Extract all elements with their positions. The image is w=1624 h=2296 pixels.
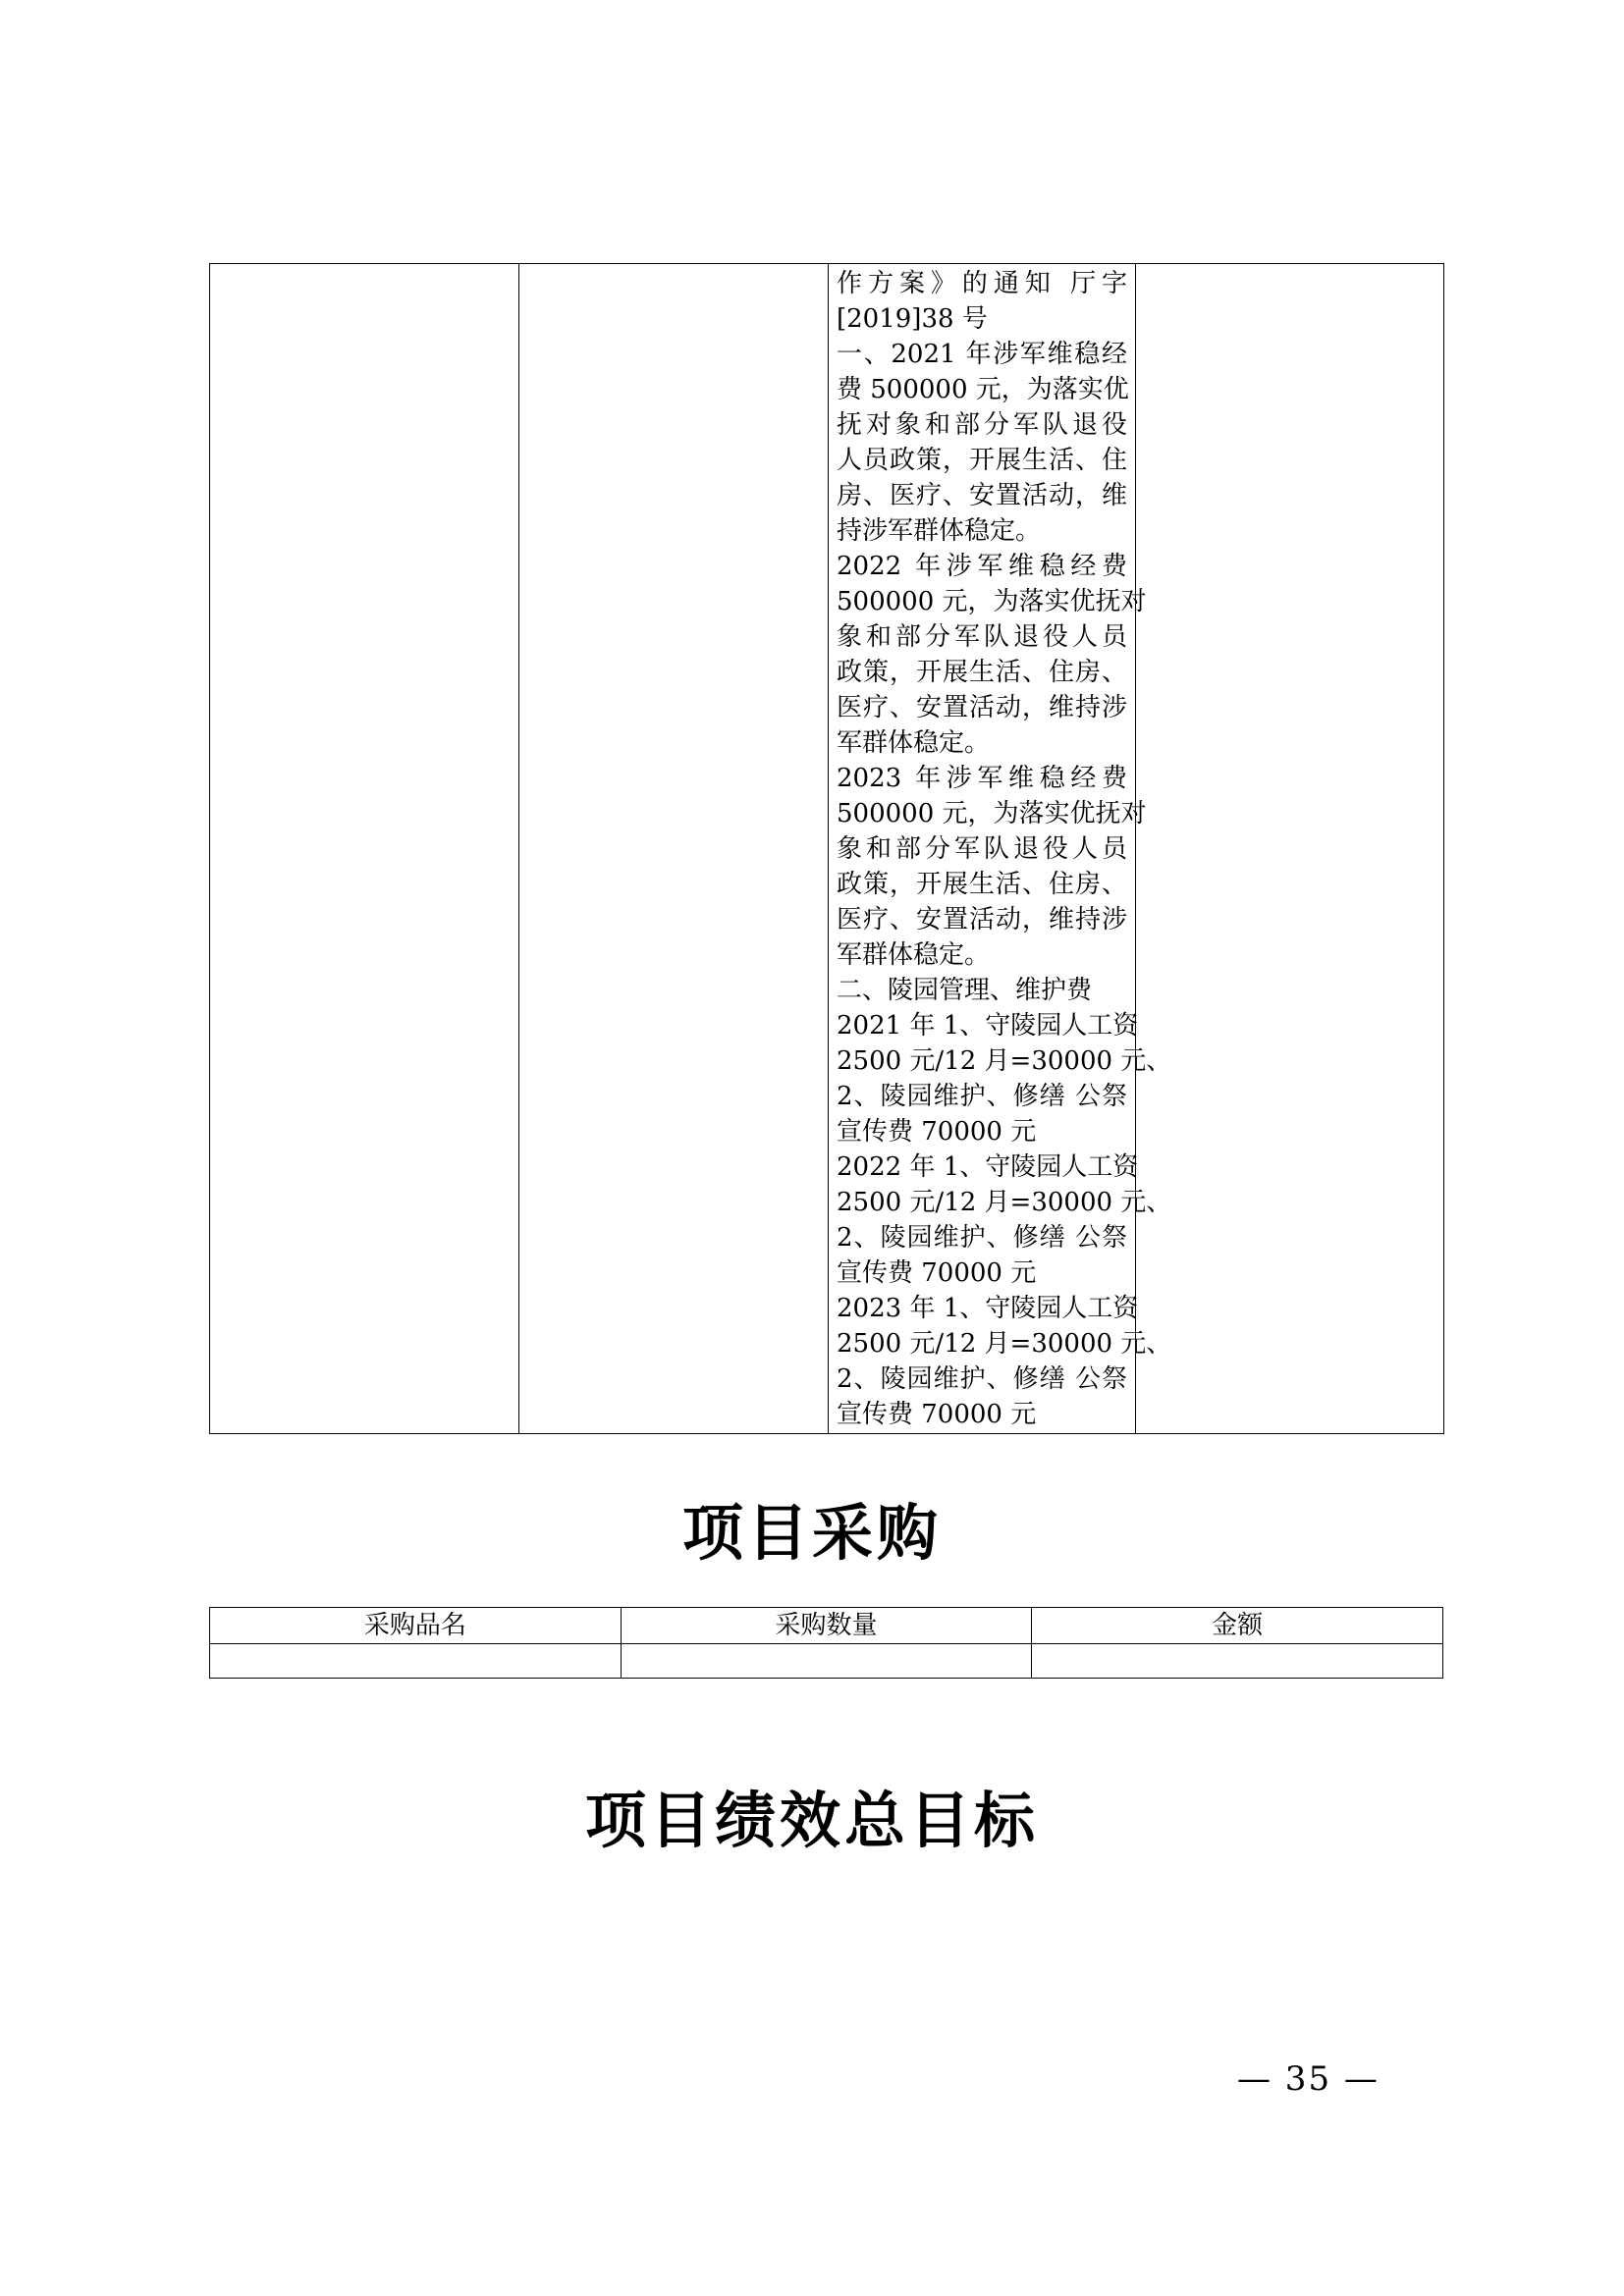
cell-text-line: 持涉军群体稳定。 <box>837 516 1042 546</box>
cell-text-block <box>829 264 1172 1432</box>
header-quantity: 采购数量 <box>621 1608 1032 1644</box>
procurement-heading: 项目采购 <box>681 1497 942 1569</box>
cell-quantity <box>621 1644 1032 1679</box>
cell-text-line: 象和部分军队退役人员 <box>837 622 1127 652</box>
cell-text-line: 抚对象和部分军队退役 <box>837 410 1127 440</box>
cell-text-line: 宣传费 70000 元 <box>837 1400 1037 1429</box>
cell-text-line: 政策，开展生活、住房、 <box>837 870 1127 899</box>
cell-text-line: 军群体稳定。 <box>837 940 991 970</box>
page-number: — 35 — <box>1237 2059 1380 2099</box>
cell-text-line: 费 500000 元，为落实优 <box>837 375 1129 404</box>
cell-text-line: 2、陵园维护、修缮 公祭 <box>837 1223 1127 1253</box>
cell-text-line: 宣传费 70000 元 <box>837 1117 1037 1147</box>
cell-item-name <box>210 1644 622 1679</box>
cell-text-line: 500000 元，为落实优抚对 <box>837 587 1147 616</box>
cell-text-line: 政策，开展生活、住房、 <box>837 658 1127 687</box>
cell-text-line: 2023 年 1、守陵园人工资 <box>837 1294 1139 1323</box>
cell-text-line: 2500 元/12 月=30000 元、 <box>837 1046 1172 1076</box>
cell-text-line: 作方案》的通知 厅字 <box>837 269 1127 298</box>
cell-text-line: 人员政策，开展生活、住 <box>837 446 1127 475</box>
cell-amount <box>1032 1644 1443 1679</box>
cell-text-line: 500000 元，为落实优抚对 <box>837 799 1147 828</box>
cell-text-line: 2、陵园维护、修缮 公祭 <box>837 1082 1127 1111</box>
header-amount: 金额 <box>1032 1608 1443 1644</box>
table-row <box>210 1644 1443 1679</box>
header-item-name: 采购品名 <box>210 1608 622 1644</box>
procurement-table <box>209 1607 1443 1679</box>
project-basis-table <box>209 263 1444 1434</box>
cell-text-line: 2021 年 1、守陵园人工资 <box>837 1011 1139 1041</box>
cell-text-line: 二、陵园管理、维护费 <box>837 976 1093 1005</box>
cell-text-line: 2500 元/12 月=30000 元、 <box>837 1188 1172 1217</box>
table-cell-empty-1 <box>210 264 519 1434</box>
cell-text-line: 2500 元/12 月=30000 元、 <box>837 1329 1172 1359</box>
cell-text-line: 象和部分军队退役人员 <box>837 834 1127 864</box>
cell-text-line: 2023 年涉军维稳经费 <box>837 764 1127 793</box>
table-cell-empty-2 <box>519 264 829 1434</box>
cell-text-line: 2022 年 1、守陵园人工资 <box>837 1152 1139 1182</box>
cell-text-line: 2、陵园维护、修缮 公祭 <box>837 1364 1127 1394</box>
cell-text-line: 医疗、安置活动，维持涉 <box>837 905 1127 934</box>
table-cell-content <box>829 264 1172 1434</box>
table-row <box>210 264 1444 1434</box>
table-header-row <box>210 1608 1443 1644</box>
cell-text-line: 宣传费 70000 元 <box>837 1258 1037 1288</box>
cell-text-line: 2022 年涉军维稳经费 <box>837 552 1127 581</box>
table-cell-empty-4 <box>1136 264 1444 1434</box>
performance-goal-heading: 项目绩效总目标 <box>584 1785 1039 1856</box>
cell-text-line: 房、医疗、安置活动，维 <box>837 481 1127 510</box>
cell-text-line: 军群体稳定。 <box>837 728 991 758</box>
cell-text-line: 一、2021 年涉军维稳经 <box>837 340 1127 369</box>
cell-text-line: [2019]38 号 <box>837 304 988 334</box>
cell-text-line: 医疗、安置活动，维持涉 <box>837 693 1127 722</box>
